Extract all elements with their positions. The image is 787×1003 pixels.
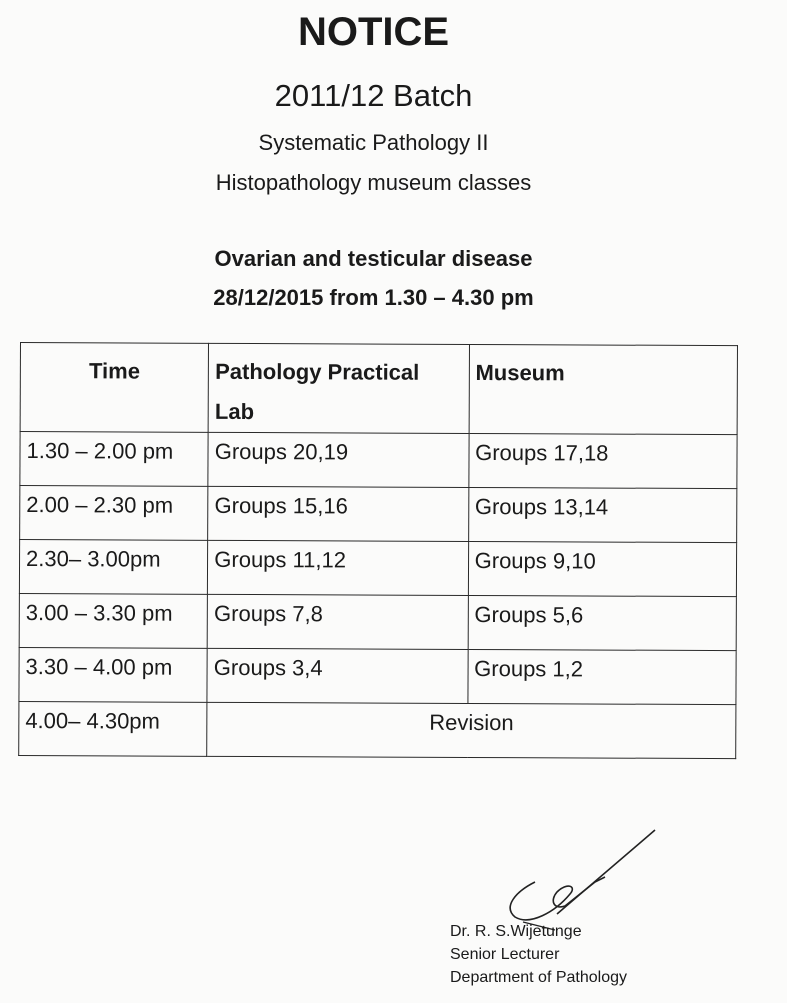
notice-title: NOTICE: [297, 10, 450, 54]
batch-heading: 2011/12 Batch: [274, 78, 473, 113]
cell-lab: Groups 3,4: [207, 648, 468, 703]
cell-museum: Groups 13,14: [468, 487, 737, 542]
cell-revision: Revision: [207, 702, 736, 758]
signature-block: [450, 920, 627, 989]
signature-mark: [495, 822, 665, 932]
signatory-name: Dr. R. S.Wijetunge: [450, 923, 582, 940]
cell-museum: Groups 17,18: [468, 433, 737, 488]
table-row: [20, 486, 737, 543]
table-row: [19, 647, 736, 704]
cell-museum: Groups 5,6: [468, 595, 737, 650]
cell-lab: Groups 7,8: [207, 594, 468, 649]
table-row: [20, 432, 737, 489]
schedule-table: [18, 342, 738, 759]
class-type: Histopathology museum classes: [215, 170, 532, 195]
cell-museum: Groups 1,2: [468, 649, 737, 704]
header-lab: Pathology Practical Lab: [208, 343, 469, 433]
cell-time: 2.00 – 2.30 pm: [20, 486, 208, 541]
cell-time: 3.00 – 3.30 pm: [19, 593, 207, 648]
header-museum: Museum: [469, 344, 738, 434]
header-time: Time: [20, 343, 209, 433]
table-header-row: [20, 343, 737, 435]
table-row-revision: [19, 701, 736, 758]
course-name: Systematic Pathology II: [258, 130, 489, 155]
topic-heading: Ovarian and testicular disease: [214, 246, 533, 271]
cell-time: 4.00– 4.30pm: [19, 701, 207, 756]
signatory-department: Department of Pathology: [450, 969, 627, 986]
cell-lab: Groups 20,19: [208, 432, 469, 487]
date-time: 28/12/2015 from 1.30 – 4.30 pm: [213, 285, 534, 310]
table-row: [19, 593, 736, 650]
cell-lab: Groups 11,12: [208, 540, 469, 595]
cell-time: 3.30 – 4.00 pm: [19, 647, 207, 702]
cell-time: 2.30– 3.00pm: [19, 540, 207, 595]
cell-museum: Groups 9,10: [468, 541, 737, 596]
signatory-title: Senior Lecturer: [450, 946, 560, 963]
table-row: [19, 540, 736, 597]
cell-time: 1.30 – 2.00 pm: [20, 432, 208, 487]
cell-lab: Groups 15,16: [208, 486, 469, 541]
